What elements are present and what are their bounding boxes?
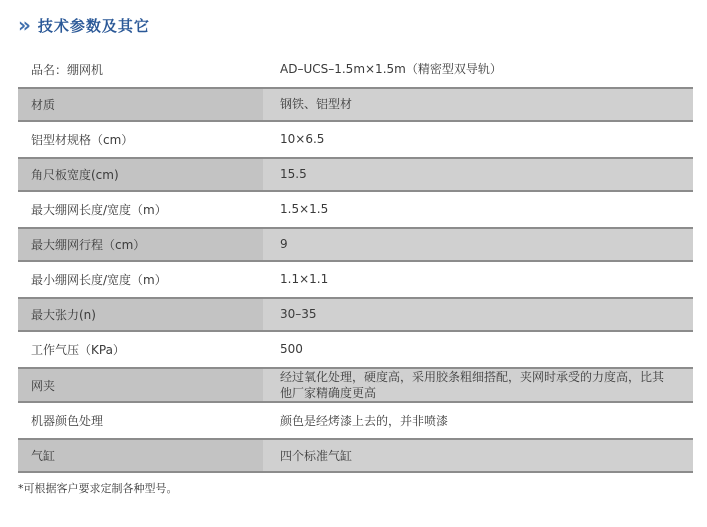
spec-value: 颜色是经烤漆上去的，并非喷漆 [280,413,449,428]
spec-value: 9 [263,229,693,260]
spec-value: 30–35 [263,299,693,330]
spec-label: 气缸 [18,440,263,471]
spec-row [18,157,693,192]
spec-row [18,367,693,403]
page-title: 技术参数及其它 [37,17,150,35]
double-chevron-icon: » [18,12,31,37]
spec-value: 经过氧化处理，硬度高，采用胶条粗细搭配，夹网时承受的力度高，比其他厂家精确度更高 [263,369,693,401]
spec-label: 材质 [18,89,263,120]
spec-label: 品名：绷网机 [31,63,104,77]
spec-label: 最大张力(n) [18,299,263,330]
spec-value: 500 [280,342,303,357]
spec-label: 铝型材规格（cm） [31,133,134,147]
spec-row [18,262,693,297]
spec-row [18,227,693,262]
spec-row [18,122,693,157]
spec-value: 10×6.5 [280,132,325,147]
footnote: *可根据客户要求定制各种型号。 [18,482,178,496]
spec-label: 网夹 [18,369,263,401]
spec-label: 角尺板宽度(cm) [18,159,263,190]
spec-value: 钢铁、铝型材 [263,89,693,120]
spec-row [18,52,693,87]
specs-table [18,52,693,473]
spec-label: 最大绷网长度/宽度（m） [31,203,167,217]
spec-row [18,403,693,438]
spec-label: 机器颜色处理 [31,414,104,429]
spec-value: AD–UCS–1.5m×1.5m（精密型双导轨） [280,62,502,77]
spec-value: 1.5×1.5 [280,202,329,217]
spec-value: 1.1×1.1 [280,272,329,287]
spec-value: 15.5 [263,159,693,190]
spec-label: 工作气压（KPa） [31,343,125,357]
spec-label: 最小绷网长度/宽度（m） [31,273,167,287]
section-header [18,12,693,37]
spec-row [18,87,693,122]
spec-label: 最大绷网行程（cm） [18,229,263,260]
spec-row [18,192,693,227]
spec-row [18,332,693,367]
spec-value: 四个标准气缸 [263,440,693,471]
spec-row [18,438,693,473]
spec-row [18,297,693,332]
